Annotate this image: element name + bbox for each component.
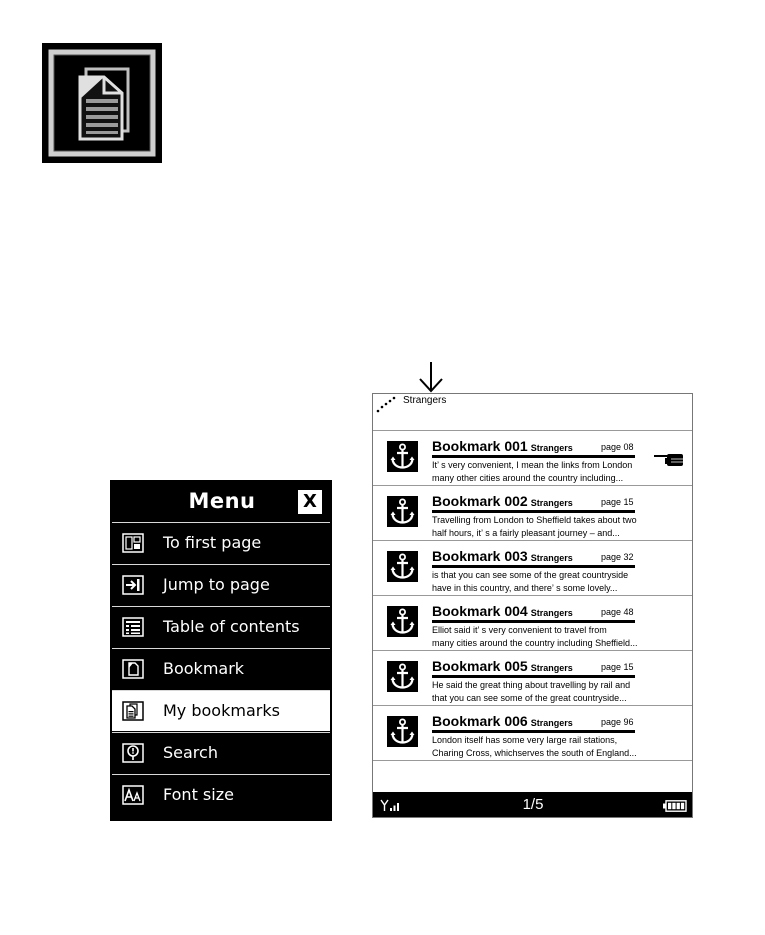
- menu-item-label: Table of contents: [163, 617, 300, 636]
- bookmark-row[interactable]: [373, 431, 693, 486]
- anchor-icon: [387, 441, 418, 472]
- excerpt-line: Travelling from London to Sheffield takes about two: [432, 515, 637, 525]
- my-bookmarks-large-icon: [42, 43, 162, 163]
- excerpt-line: London itself has some very large rail stations,: [432, 735, 618, 745]
- bookmark-icon: [122, 659, 144, 679]
- search-icon: [122, 743, 144, 763]
- bookmark-title: [432, 713, 573, 729]
- bookmark-name: Bookmark 001: [432, 438, 528, 454]
- my-bookmarks-icon: [122, 701, 144, 721]
- bookmark-name: Bookmark 003: [432, 548, 528, 564]
- menu-item-bookmark[interactable]: [112, 648, 330, 689]
- bookmark-title: [432, 603, 573, 619]
- menu-title: Menu: [188, 489, 256, 513]
- menu-item-label: Search: [163, 743, 218, 762]
- bookmark-excerpt: [432, 679, 642, 704]
- menu-item-to-first-page[interactable]: [112, 522, 330, 563]
- bookmark-rule: [432, 455, 635, 458]
- font-size-icon: [122, 785, 144, 805]
- excerpt-line: Elliot said it’ s very convenient to travel from: [432, 625, 607, 635]
- bookmark-book: Strangers: [530, 608, 573, 618]
- excerpt-line: that you can see some of the great countryside...: [432, 692, 627, 703]
- anchor-icon: [387, 716, 418, 747]
- anchor-icon: [387, 496, 418, 527]
- hand-pointer-icon: [653, 451, 685, 467]
- bookmark-book: Strangers: [530, 663, 573, 673]
- bookmark-excerpt: [432, 459, 642, 484]
- arrow-down-icon: [418, 360, 444, 394]
- bookmark-title: [432, 658, 573, 674]
- menu-item-label: Bookmark: [163, 659, 245, 678]
- bookmark-excerpt: [432, 734, 642, 759]
- bookmarks-screen: [372, 393, 693, 818]
- bookmark-title: [432, 438, 573, 454]
- book-title: Strangers: [403, 395, 447, 406]
- signal-strength-icon: [380, 799, 402, 812]
- bookmark-rule: [432, 730, 635, 733]
- anchor-icon: [387, 551, 418, 582]
- bookmark-page: page 48: [601, 607, 634, 617]
- anchor-icon: [387, 661, 418, 692]
- bookmark-book: Strangers: [530, 718, 573, 728]
- bookmark-title: [432, 548, 573, 564]
- menu-panel: [110, 480, 332, 821]
- bookmark-excerpt: [432, 569, 642, 594]
- bookmark-name: Bookmark 005: [432, 658, 528, 674]
- menu-item-label: To first page: [163, 533, 262, 552]
- bookmark-book: Strangers: [530, 553, 573, 563]
- excerpt-line: many cities around the country including Sheffield...: [432, 637, 638, 648]
- bookmark-excerpt: [432, 624, 642, 649]
- bookmark-row[interactable]: [373, 486, 693, 541]
- bookmark-rule: [432, 675, 635, 678]
- first-page-icon: [122, 533, 144, 553]
- excerpt-line: Charing Cross, whichserves the south of England...: [432, 747, 637, 758]
- excerpt-line: many other cities around the country including...: [432, 472, 624, 483]
- bookmark-rule: [432, 510, 635, 513]
- page-indicator: 1/5: [522, 796, 544, 813]
- bookmark-excerpt: [432, 514, 642, 539]
- excerpt-line: have in this country, and there’ s some lovely...: [432, 582, 618, 593]
- loading-dots-icon: [375, 396, 397, 414]
- menu-item-label: Font size: [163, 785, 234, 804]
- anchor-icon: [387, 606, 418, 637]
- bookmark-page: page 32: [601, 552, 634, 562]
- menu-header: [112, 482, 330, 522]
- bookmark-page: page 15: [601, 662, 634, 672]
- excerpt-line: It’ s very convenient, I mean the links from London: [432, 460, 633, 470]
- excerpt-line: He said the great thing about travelling by rail and: [432, 680, 631, 690]
- status-bar: [373, 792, 693, 818]
- menu-item-my-bookmarks[interactable]: [112, 690, 330, 731]
- table-of-contents-icon: [122, 617, 144, 637]
- bookmark-rule: [432, 565, 635, 568]
- bookmark-page: page 96: [601, 717, 634, 727]
- bookmark-name: Bookmark 006: [432, 713, 528, 729]
- menu-item-search[interactable]: [112, 732, 330, 773]
- menu-item-label: My bookmarks: [163, 701, 280, 720]
- excerpt-line: is that you can see some of the great countryside: [432, 570, 629, 580]
- close-button[interactable]: X: [298, 490, 322, 514]
- menu-item-table-of-contents[interactable]: [112, 606, 330, 647]
- bookmark-name: Bookmark 004: [432, 603, 528, 619]
- bookmark-row[interactable]: [373, 596, 693, 651]
- bookmark-rule: [432, 620, 635, 623]
- menu-item-label: Jump to page: [163, 575, 270, 594]
- bookmark-page: page 08: [601, 442, 634, 452]
- jump-to-page-icon: [122, 575, 144, 595]
- bookmark-row[interactable]: [373, 706, 693, 761]
- excerpt-line: half hours, it’ s a fairly pleasant journey – and...: [432, 527, 620, 538]
- bookmark-title: [432, 493, 573, 509]
- menu-item-font-size[interactable]: [112, 774, 330, 815]
- bookmark-name: Bookmark 002: [432, 493, 528, 509]
- bookmark-book: Strangers: [530, 443, 573, 453]
- menu-item-jump-to-page[interactable]: [112, 564, 330, 605]
- bookmark-row[interactable]: [373, 541, 693, 596]
- battery-icon: [663, 800, 687, 812]
- bookmark-page: page 15: [601, 497, 634, 507]
- bookmark-book: Strangers: [530, 498, 573, 508]
- bookmark-row[interactable]: [373, 651, 693, 706]
